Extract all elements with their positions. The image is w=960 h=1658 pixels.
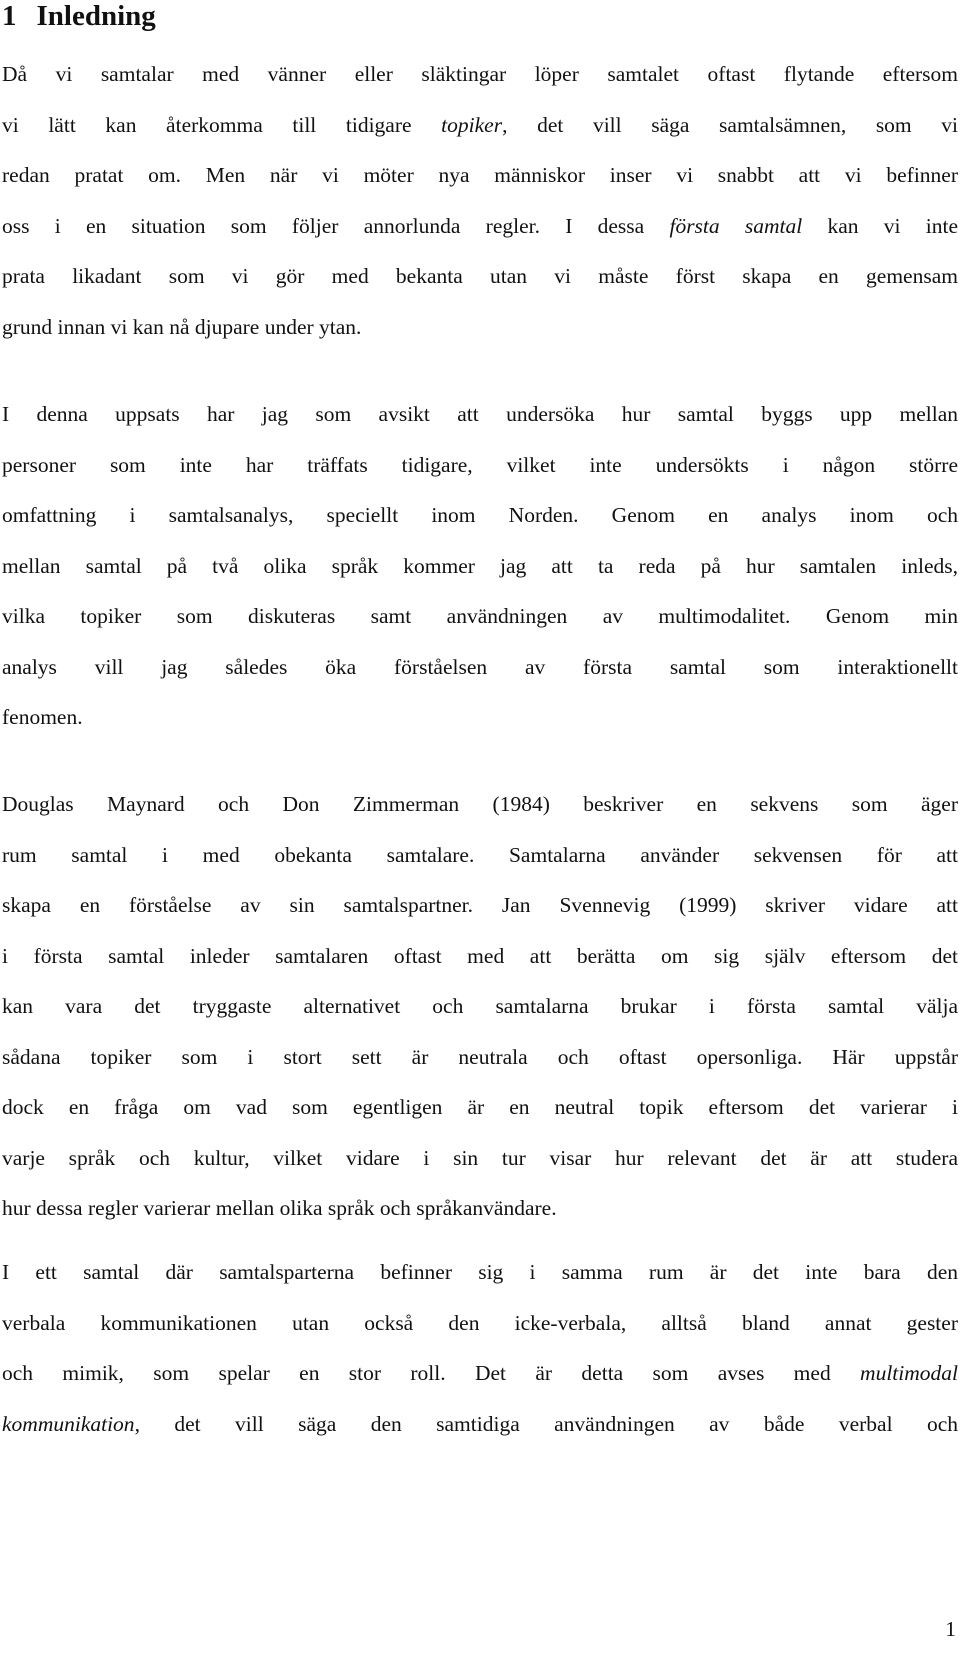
text-line: oss i en situation som följer annorlunda regler. I dessa första samtal kan vi inte <box>2 213 958 238</box>
paragraph-1 <box>2 49 958 352</box>
text-line: vilka topiker som diskuteras samt användningen av multimodalitet. Genom min <box>2 604 958 628</box>
text-line: I denna uppsats har jag som avsikt att undersöka hur samtal byggs upp mellan <box>2 402 958 426</box>
paragraph-4 <box>2 1247 958 1449</box>
text-line: redan pratat om. Men när vi möter nya människor inser vi snabbt att vi befinner <box>2 163 958 187</box>
italic-term: multimodal <box>860 1361 958 1385</box>
text-line: sådana topiker som i stort sett är neutrala och oftast opersonliga. Här uppstår <box>2 1044 958 1069</box>
text-line: skapa en förståelse av sin samtalspartner. Jan Svennevig (1999) skriver vidare att <box>2 893 958 917</box>
text-line: grund innan vi kan nå djupare under ytan. <box>2 314 362 339</box>
page-number: 1 <box>945 1617 956 1641</box>
section-title: Inledning <box>36 0 156 32</box>
italic-term: kommunikation <box>2 1411 135 1436</box>
text-line: analys vill jag således öka förståelsen av första samtal som interaktionellt <box>2 654 958 679</box>
text-line: I ett samtal där samtalsparterna befinner sig i samma rum är det inte bara den <box>2 1260 958 1284</box>
text-line: kan vara det tryggaste alternativet och samtalarna brukar i första samtal välja <box>2 994 958 1018</box>
text-line: i första samtal inleder samtalaren oftast med att berätta om sig själv eftersom det <box>2 943 958 968</box>
text-line: varje språk och kultur, vilket vidare i sin tur visar hur relevant det är att studera <box>2 1145 958 1170</box>
text-line: omfattning i samtalsanalys, speciellt inom Norden. Genom en analys inom och <box>2 503 958 527</box>
text-line: kommunikation, det vill säga den samtidiga användningen av både verbal och <box>2 1411 958 1436</box>
text-line: rum samtal i med obekanta samtalare. Samtalarna använder sekvensen för att <box>2 842 958 867</box>
text-line: verbala kommunikationen utan också den icke-verbala, alltså bland annat gester <box>2 1310 958 1335</box>
section-number: 1 <box>2 0 17 32</box>
text-line: Douglas Maynard och Don Zimmerman (1984) beskriver en sekvens som äger <box>2 792 958 816</box>
text-line: fenomen. <box>2 705 83 729</box>
italic-term: första samtal <box>669 213 803 238</box>
text-line: dock en fråga om vad som egentligen är en neutral topik eftersom det varierar i <box>2 1095 958 1119</box>
text-line: mellan samtal på två olika språk kommer jag att ta reda på hur samtalen inleds, <box>2 553 958 578</box>
section-heading <box>2 0 156 34</box>
text-line: prata likadant som vi gör med bekanta utan vi måste först skapa en gemensam <box>2 264 958 288</box>
paragraph-3 <box>2 779 958 1234</box>
italic-term: topiker <box>441 112 503 137</box>
text-line: vi lätt kan återkomma till tidigare topiker, det vill säga samtalsämnen, som vi <box>2 112 958 137</box>
text-line: och mimik, som spelar en stor roll. Det är detta som avses med multimodal <box>2 1361 958 1385</box>
paragraph-2 <box>2 389 958 743</box>
text-line: Då vi samtalar med vänner eller släktingar löper samtalet oftast flytande eftersom <box>2 62 958 86</box>
text-line: hur dessa regler varierar mellan olika språk och språkanvändare. <box>2 1196 557 1220</box>
text-line: personer som inte har träffats tidigare, vilket inte undersökts i någon större <box>2 452 958 477</box>
